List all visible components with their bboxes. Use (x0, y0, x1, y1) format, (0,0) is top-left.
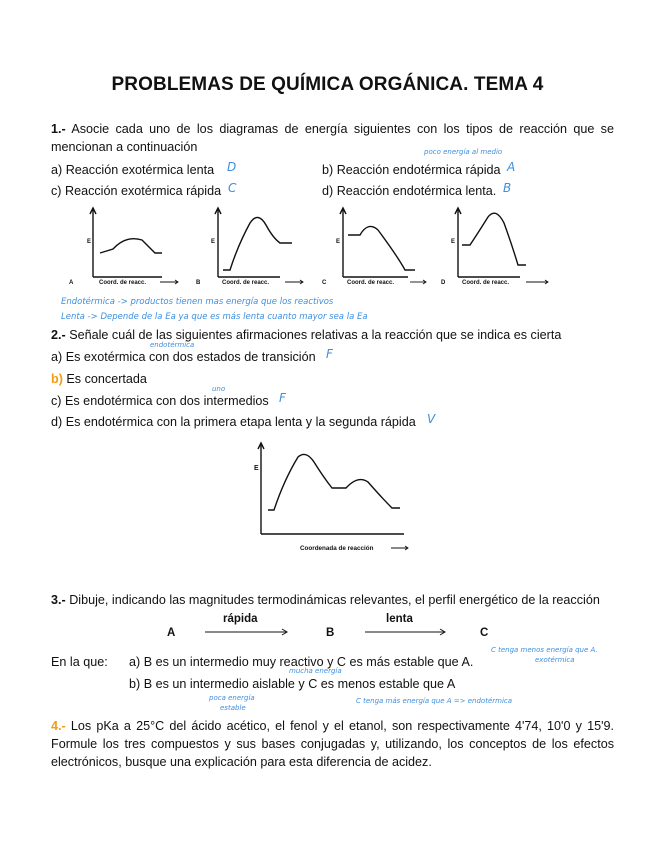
q3-note-b2: poca energía (209, 694, 255, 702)
q3-reaction-scheme (160, 608, 500, 642)
q2-energy-diagram (244, 440, 414, 558)
q1-note-b: poco energía al medio (424, 148, 503, 156)
q1-answer-b: A (507, 160, 516, 174)
question-2-statement (51, 326, 561, 344)
question-4-statement (51, 717, 614, 771)
q2-mark-b: b) (51, 372, 63, 386)
q2-mark-a: F (326, 347, 333, 361)
question-3-statement (51, 591, 600, 609)
q3-note-a2: exotérmica (535, 656, 575, 664)
diagram-a-x-label: Coord. de reacc. (99, 280, 147, 286)
q1-answer-d: B (503, 181, 512, 195)
q2-mark-c: F (279, 391, 286, 405)
question-1-statement (51, 120, 614, 156)
q1-option-b: b) Reacción endotérmica rápida (322, 163, 501, 177)
q1-option-a: a) Reacción exotérmica lenta (51, 163, 215, 177)
q3-line-b: b) B es un intermedio aislable y C es menos estable que A (129, 677, 456, 691)
diagram-d-y-label: E (451, 239, 456, 245)
diagram-d-x-label: Coord. de reacc. (462, 280, 510, 286)
diagram-d (455, 208, 526, 277)
q2-note-c: uno (212, 385, 226, 393)
diagram-b-letter: B (196, 280, 201, 286)
q3-note-b3: estable (220, 704, 246, 712)
diagram-c (340, 208, 415, 277)
question-1-number: 1.- (51, 122, 66, 136)
q1-answer-a: D (227, 160, 237, 174)
q1-handwritten-note-1: Endotérmica -> productos tienen mas energía que los reactivos (61, 297, 334, 307)
q2-mark-d: V (427, 412, 436, 426)
q1-answer-c: C (228, 181, 237, 195)
diagram-c-x-label: Coord. de reacc. (347, 280, 395, 286)
question-2-text: Señale cuál de las siguientes afirmaciones relativas a la reacción que se indica es cierta (69, 328, 562, 342)
diagram-b-y-label: E (211, 239, 216, 245)
q2-diagram-x-label: Coordenada de reacción (300, 545, 374, 552)
q2-note-a: endotérmica (150, 341, 195, 349)
question-1-text: Asocie cada uno de los diagramas de energía siguientes con los tipos de reacción que se mencionan a continuación (51, 122, 614, 154)
diagram-d-letter: D (441, 280, 446, 286)
question-3-text: Dibuje, indicando las magnitudes termodinámicas relevantes, el perfil energético de la reacción (69, 593, 600, 607)
diagram-b (215, 208, 292, 277)
q2-option-b-text: Es concertada (66, 372, 147, 386)
question-2-number: 2.- (51, 328, 66, 342)
question-4-number: 4.- (51, 719, 66, 733)
q1-option-c: c) Reacción exotérmica rápida (51, 184, 222, 198)
scheme-c: C (480, 627, 489, 639)
q2-diagram-y-label: E (254, 465, 259, 472)
q2-option-b (51, 370, 147, 388)
q3-intro: En la que: (51, 655, 108, 669)
page-title: PROBLEMAS DE QUÍMICA ORGÁNICA. TEMA 4 (111, 74, 544, 95)
q2-option-a: a) Es exotérmica con dos estados de transición (51, 350, 316, 364)
q3-note-a: C tenga menos energía que A. (491, 646, 598, 654)
q2-option-c: c) Es endotérmica con dos intermedios (51, 394, 269, 408)
q1-energy-diagrams (60, 205, 560, 297)
q1-option-d: d) Reacción endotérmica lenta. (322, 184, 497, 198)
diagram-a (90, 208, 162, 277)
q1-handwritten-note-2: Lenta -> Depende de la Ea ya que es más lenta cuanto mayor sea la Ea (61, 312, 368, 322)
diagram-a-letter: A (69, 280, 74, 286)
scheme-step1-label: rápida (223, 613, 258, 625)
scheme-step2-label: lenta (386, 613, 413, 625)
q2-option-d: d) Es endotérmica con la primera etapa lenta y la segunda rápida (51, 415, 416, 429)
scheme-a: A (167, 627, 176, 639)
question-3-number: 3.- (51, 593, 66, 607)
q3-line-a: a) B es un intermedio muy reactivo y C es más estable que A. (129, 655, 474, 669)
q3-note-b4: C tenga más energía que A => endotérmica (356, 697, 513, 705)
scheme-b: B (326, 627, 335, 639)
diagram-b-x-label: Coord. de reacc. (222, 280, 270, 286)
question-4-text: Los pKa a 25°C del ácido acético, el fenol y el etanol, son respectivamente 4'74, 10'0 y 15'9. Formule los tres compuestos y sus bases conjugadas y, utilizando, los conceptos de los efectos electrónicos, busque una explicación para esta diferencia de acidez. (51, 719, 614, 769)
diagram-c-y-label: E (336, 239, 341, 245)
diagram-c-letter: C (322, 280, 327, 286)
q3-note-b1: mucha energía (289, 667, 342, 675)
diagram-a-y-label: E (87, 239, 92, 245)
